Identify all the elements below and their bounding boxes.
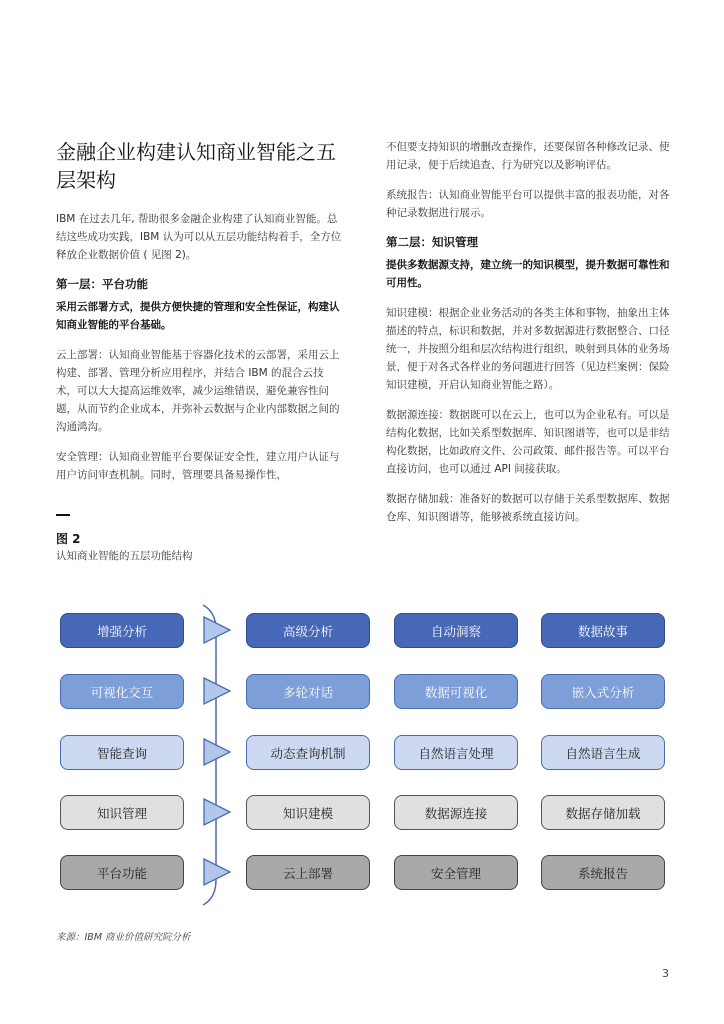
cloud-deploy-paragraph: 云上部署：认知商业智能基于容器化技术的云部署，采用云上 构建、部署、管理分析应用程序，并结合 IBM 的混合云技术，可以大大提高运维效率，减少运维错误，避免兼容性问题，从而节约企业成本，并弥补云数据与企业内部数据之间的沟通鸿沟。 bbox=[56, 349, 340, 433]
layer-label-box: 平台功能 bbox=[60, 855, 184, 890]
continuation-paragraph: 不但要支持知识的增删改查操作，还要保留各种修改记录、使用记录，便于后续追查、行为研究以及影响评估。 bbox=[386, 141, 670, 171]
function-box: 自然语言处理 bbox=[394, 735, 518, 770]
function-box: 数据源连接 bbox=[394, 795, 518, 830]
layer-arrow-1 bbox=[204, 678, 230, 704]
knowledge-modeling-paragraph: 知识建模：根据企业业务活动的各类主体和事物，抽象出主体描述的特点，标识和数据，并对多数据源进行数据整合、口径统一，并按照分组和层次结构进行组织，映射到具体的业务场景，便于对各式各样业的务问题进行回答（见边栏案例：保险知识建模，开启认知商业智能之路）。 bbox=[386, 307, 670, 391]
function-box: 自然语言生成 bbox=[541, 735, 665, 770]
layer-label-box: 可视化交互 bbox=[60, 674, 184, 709]
system-report-paragraph: 系统报告：认知商业智能平台可以提供丰富的报表功能，对各种记录数据进行展示。 bbox=[386, 189, 670, 219]
function-box: 数据存储加载 bbox=[541, 795, 665, 830]
layer-label-box: 知识管理 bbox=[60, 795, 184, 830]
function-box: 知识建模 bbox=[246, 795, 370, 830]
figure-caption: 认知商业智能的五层功能结构 bbox=[56, 550, 193, 562]
function-box: 数据故事 bbox=[541, 613, 665, 648]
storage-paragraph: 数据存储加载：准备好的数据可以存储于关系型数据库、数据仓库、知识图谱等，能够被系统直接访问。 bbox=[386, 493, 670, 523]
layer-arrow-0 bbox=[204, 617, 230, 643]
function-box: 云上部署 bbox=[246, 855, 370, 890]
function-box: 安全管理 bbox=[394, 855, 518, 890]
layer2-heading: 第二层：知识管理 bbox=[386, 235, 478, 249]
article-title: 金融企业构建认知商业智能之五层架构 bbox=[56, 140, 336, 192]
function-box: 嵌入式分析 bbox=[541, 674, 665, 709]
intro-paragraph: IBM 在过去几年, 帮助很多金融企业构建了认知商业智能。总结这些成功实践，IBM 认为可以从五层功能结构着手，全方位释放企业数据价值 ( 见图 2)。 bbox=[56, 213, 342, 261]
function-box: 系统报告 bbox=[541, 855, 665, 890]
function-box: 动态查询机制 bbox=[246, 735, 370, 770]
function-box: 数据可视化 bbox=[394, 674, 518, 709]
layer-arrow-4 bbox=[204, 859, 230, 885]
page-number: 3 bbox=[662, 967, 669, 980]
security-paragraph: 安全管理：认知商业智能平台要保证安全性，建立用户认证与用户访问审查机制。同时，管理要具备易操作性， bbox=[56, 451, 340, 481]
source-note: 来源：IBM 商业价值研究院分析 bbox=[56, 932, 191, 943]
layer-arrow-2 bbox=[204, 739, 230, 765]
layer-label-box: 智能查询 bbox=[60, 735, 184, 770]
layer-label-box: 增强分析 bbox=[60, 613, 184, 648]
function-box: 多轮对话 bbox=[246, 674, 370, 709]
function-box: 自动洞察 bbox=[394, 613, 518, 648]
layer-arrow-3 bbox=[204, 799, 230, 825]
function-box: 高级分析 bbox=[246, 613, 370, 648]
datasource-paragraph: 数据源连接：数据既可以在云上，也可以为企业私有。可以是结构化数据，比如关系型数据库、知识图谱等，也可以是非结构化数据，比如政府文件、公司政策、邮件报告等。可以平台直接访问，也可以通过 API 间接获取。 bbox=[386, 409, 670, 475]
layer2-lead: 提供多数据源支持，建立统一的知识模型，提升数据可靠性和可用性。 bbox=[386, 259, 670, 289]
figure-number: 图 2 bbox=[56, 532, 81, 546]
layer1-lead: 采用云部署方式，提供方便快捷的管理和安全性保证，构建认知商业智能的平台基础。 bbox=[56, 301, 340, 331]
layer1-heading: 第一层：平台功能 bbox=[56, 277, 148, 291]
